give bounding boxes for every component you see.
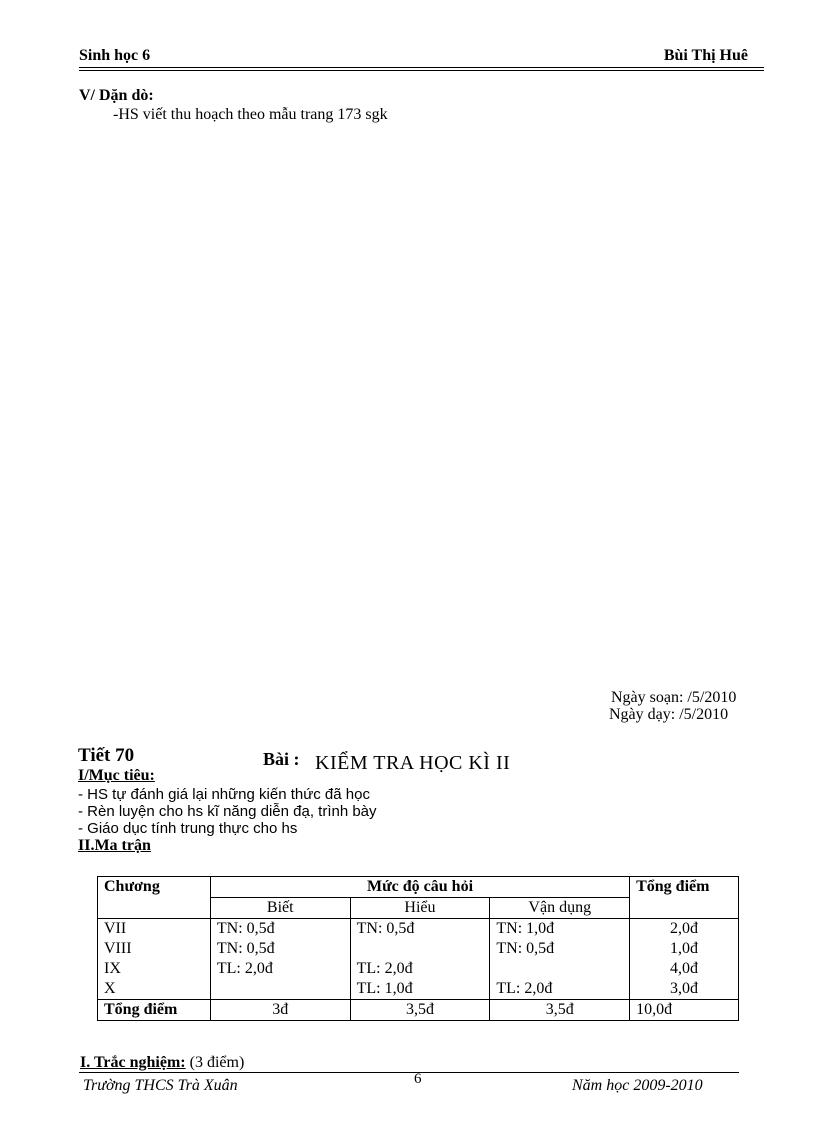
cell-chuong: IX (98, 959, 211, 979)
cell-biet: TN: 0,5đ (210, 919, 350, 940)
part1-heading (80, 1054, 244, 1072)
total-van-dung: 3,5đ (490, 1000, 630, 1021)
lesson-label: Bài : (263, 749, 300, 769)
footer-page-number: 6 (414, 1071, 422, 1087)
date-taught: Ngày dạy: /5/2010 (609, 706, 729, 723)
section-homework-title: V/ Dặn dò: (79, 87, 154, 104)
table-row (98, 979, 739, 1000)
header-divider-2 (79, 70, 764, 71)
table-row (98, 919, 739, 940)
footer-school: Trường THCS Trà Xuân (83, 1077, 238, 1094)
lesson-number: Tiết 70 (78, 745, 135, 766)
table-row (98, 959, 739, 979)
cell-van-dung (490, 959, 630, 979)
section-homework-line: -HS viết thu hoạch theo mẫu trang 173 sgk (113, 106, 388, 123)
table-total-row (98, 1000, 739, 1021)
objective-item: - Rèn luyện cho hs kĩ năng diễn đạ, trình bày (78, 803, 377, 820)
cell-chuong: VII (98, 919, 211, 940)
footer-school-year: Năm học 2009-2010 (572, 1077, 703, 1094)
cell-hieu: TL: 2,0đ (350, 959, 490, 979)
cell-van-dung: TN: 0,5đ (490, 939, 630, 959)
cell-van-dung: TL: 2,0đ (490, 979, 630, 1000)
header-author: Bùi Thị Huê (663, 47, 748, 64)
cell-tong: 4,0đ (630, 959, 739, 979)
matrix-title: II.Ma trận (78, 837, 151, 854)
header-divider (79, 67, 764, 68)
cell-biet: TL: 2,0đ (210, 959, 350, 979)
lesson-title: KIỂM TRA HỌC KÌ II (315, 752, 511, 774)
total-label: Tổng điểm (98, 1000, 211, 1021)
table-row (98, 939, 739, 959)
subheader-hieu: Hiểu (350, 898, 490, 919)
header-tong: Tổng điểm (630, 877, 739, 919)
cell-chuong: VIII (98, 939, 211, 959)
part1-title: I. Trắc nghiệm: (80, 1054, 186, 1071)
cell-van-dung: TN: 1,0đ (490, 919, 630, 940)
table-header-row (98, 877, 739, 898)
header-subject: Sinh học 6 (79, 47, 151, 64)
cell-chuong: X (98, 979, 211, 1000)
objective-item: - Giáo dục tính trung thực cho hs (78, 820, 298, 837)
cell-hieu: TN: 0,5đ (350, 919, 490, 940)
part1-points: (3 điểm) (189, 1054, 245, 1071)
header-chuong: Chương (98, 877, 211, 919)
matrix-table (97, 876, 739, 1021)
objectives-title: I/Mục tiêu: (78, 767, 155, 784)
header-muc-do: Mức độ câu hỏi (210, 877, 629, 898)
date-prepared: Ngày soạn: /5/2010 (611, 689, 737, 706)
cell-hieu: TL: 1,0đ (350, 979, 490, 1000)
total-biet: 3đ (210, 1000, 350, 1021)
total-hieu: 3,5đ (350, 1000, 490, 1021)
cell-hieu (350, 939, 490, 959)
cell-tong: 2,0đ (630, 919, 739, 940)
total-tong: 10,0đ (630, 1000, 739, 1021)
cell-biet (210, 979, 350, 1000)
cell-biet: TN: 0,5đ (210, 939, 350, 959)
objective-item: - HS tự đánh giá lại những kiến thức đã học (78, 786, 370, 803)
subheader-biet: Biết (210, 898, 350, 919)
subheader-van-dung: Vận dụng (490, 898, 630, 919)
cell-tong: 1,0đ (630, 939, 739, 959)
cell-tong: 3,0đ (630, 979, 739, 1000)
footer-divider (79, 1072, 739, 1073)
